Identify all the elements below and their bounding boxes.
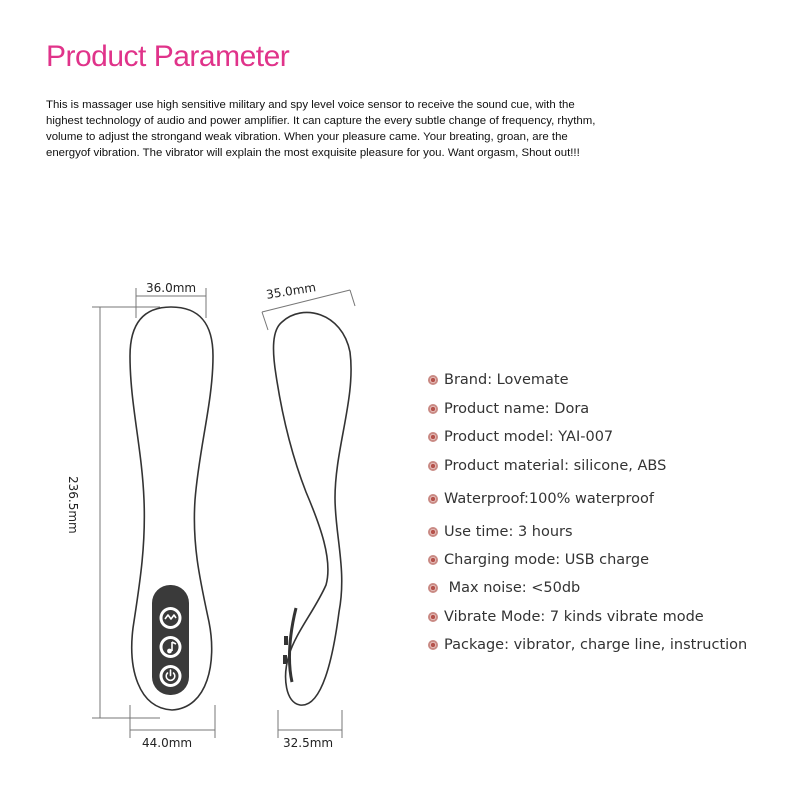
page-title: Product Parameter [46, 40, 290, 73]
spec-item-package: Package: vibrator, charge line, instruction [428, 637, 747, 653]
description-line: volume to adjust the strongand weak vibration. When your pleasure came. Your breating, groan, are the [46, 131, 568, 143]
mode-button [160, 607, 182, 629]
spec-item-noise: Max noise: <50db [428, 580, 580, 596]
spec-item-use-time: Use time: 3 hours [428, 524, 573, 540]
side-button [284, 636, 288, 645]
description-line: energyof vibration. The vibrator will explain the most exquisite pleasure for you. Want orgasm, Shout out!!! [46, 147, 580, 159]
spec-bullet-icon [428, 527, 438, 537]
side-view-outline [274, 312, 352, 705]
spec-item-product-name: Product name: Dora [428, 401, 589, 417]
front-top-width-label: 36.0mm [146, 281, 197, 295]
spec-bullet-icon [428, 432, 438, 442]
spec-bullet-icon [428, 555, 438, 565]
music-button [160, 636, 182, 658]
spec-bullet-icon [428, 583, 438, 593]
spec-bullet-icon [428, 640, 438, 650]
spec-bullet-icon [428, 461, 438, 471]
description-line: This is massager use high sensitive military and spy level voice sensor to receive the sound cue, with the [46, 99, 575, 111]
front-bottom-width-label: 44.0mm [142, 736, 193, 750]
side-button [283, 655, 287, 664]
spec-item-material: Product material: silicone, ABS [428, 458, 666, 474]
spec-bullet-icon [428, 375, 438, 385]
spec-item-waterproof: Waterproof:100% waterproof [428, 491, 654, 507]
spec-item-charging: Charging mode: USB charge [428, 552, 649, 568]
spec-bullet-icon [428, 494, 438, 504]
description-line: highest technology of audio and power amplifier. It can capture the every subtle change of frequency, rhythm, [46, 115, 596, 127]
power-button [160, 665, 182, 687]
side-top-width-label: 35.0mm [265, 280, 317, 302]
height-label: 236.5mm [66, 476, 80, 534]
spec-bullet-icon [428, 404, 438, 414]
spec-item-brand: Brand: Lovemate [428, 372, 569, 388]
spec-bullet-icon [428, 612, 438, 622]
spec-item-vibrate-mode: Vibrate Mode: 7 kinds vibrate mode [428, 609, 704, 625]
side-bottom-width-label: 32.5mm [283, 736, 334, 750]
spec-item-model: Product model: YAI-007 [428, 429, 613, 445]
